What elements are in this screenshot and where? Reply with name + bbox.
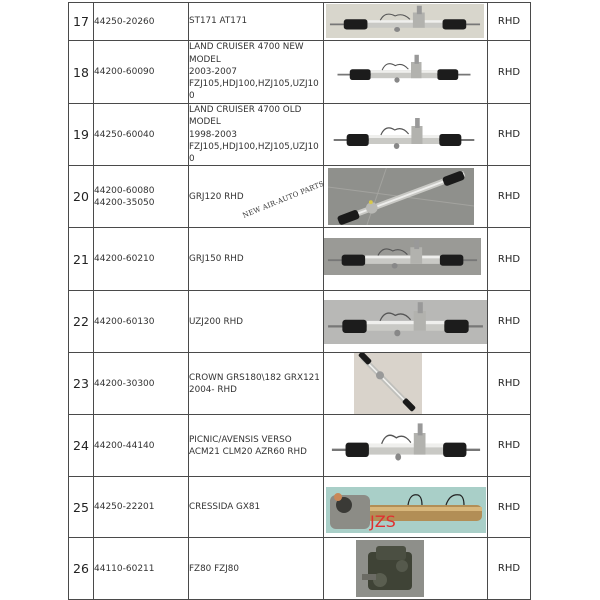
drive-side-label: RHD xyxy=(497,440,521,452)
description-cell xyxy=(189,3,324,41)
table-row xyxy=(69,415,531,477)
watermark-text: NEW AIR-AUTO PARTS xyxy=(241,179,326,220)
description-line: UZJ200 RHD xyxy=(189,316,243,327)
part-number-cell xyxy=(94,104,189,166)
description-line: PICNIC/AVENSIS VERSO xyxy=(189,434,292,445)
row-number-text: 24 xyxy=(73,438,89,454)
description-cell xyxy=(189,228,324,291)
svg-text:JZS: JZS xyxy=(370,512,396,532)
row-number-text: 18 xyxy=(73,64,89,80)
product-image-cell xyxy=(324,477,488,538)
part-number: 44200-30300 xyxy=(94,378,155,389)
steering-rack-photo xyxy=(326,487,486,533)
drive-side-label: RHD xyxy=(497,191,521,203)
description-line: MODEL xyxy=(189,54,221,65)
steering-rack-photo xyxy=(354,353,422,414)
part-number: 44110-60211 xyxy=(94,563,155,574)
drive-side-label: RHD xyxy=(497,66,521,78)
drive-side-label: RHD xyxy=(497,563,521,575)
part-number: 44200-35050 xyxy=(94,197,155,208)
description-cell xyxy=(189,291,324,353)
table-row xyxy=(69,3,531,41)
drive-side-cell xyxy=(488,415,531,477)
row-number xyxy=(69,538,94,600)
row-number xyxy=(69,353,94,415)
part-number-cell xyxy=(94,538,189,600)
part-number-cell xyxy=(94,166,189,228)
drive-side-cell xyxy=(488,538,531,600)
description-line: LAND CRUISER 4700 OLD xyxy=(189,105,302,115)
row-number xyxy=(69,41,94,104)
description-cell xyxy=(189,41,324,104)
product-image-cell xyxy=(324,353,488,415)
part-number: 44250-20260 xyxy=(94,16,155,27)
part-number-cell xyxy=(94,415,189,477)
part-number-cell xyxy=(94,477,189,538)
product-image-cell xyxy=(324,166,488,228)
row-number xyxy=(69,166,94,228)
description-line: 2003-2007 xyxy=(189,66,237,77)
description-line: 1998-2003 xyxy=(189,129,237,140)
table-row xyxy=(69,228,531,291)
part-number-cell xyxy=(94,3,189,41)
description-cell xyxy=(189,477,324,538)
part-number: 44200-60210 xyxy=(94,254,155,265)
description-line: MODEL xyxy=(189,117,221,128)
drive-side-label: RHD xyxy=(497,253,521,265)
part-number: 44200-60130 xyxy=(94,316,155,327)
description-line: FZJ105,HDJ100,HZJ105,UZJ10 xyxy=(189,79,319,90)
description-line: 2004- RHD xyxy=(189,384,237,395)
row-number xyxy=(69,291,94,353)
description-line: FZJ105,HDJ100,HZJ105,UZJ10 xyxy=(189,141,319,152)
row-number-text: 26 xyxy=(73,561,89,577)
description-line: LAND CRUISER 4700 NEW xyxy=(189,42,304,53)
description-line: GRJ150 RHD xyxy=(189,254,244,265)
drive-side-label: RHD xyxy=(497,129,521,141)
steering-rack-photo xyxy=(328,421,484,469)
row-number xyxy=(69,477,94,538)
description-line: GRJ120 RHD xyxy=(189,191,244,202)
row-number xyxy=(69,104,94,166)
table-row xyxy=(69,291,531,353)
drive-side-label: RHD xyxy=(497,501,521,513)
product-image-cell xyxy=(324,538,488,600)
part-number: 44250-22201 xyxy=(94,502,155,513)
steering-rack-photo xyxy=(334,53,474,89)
product-image-cell xyxy=(324,41,488,104)
row-number-text: 25 xyxy=(73,499,89,515)
drive-side-label: RHD xyxy=(497,16,521,27)
row-number-text: 20 xyxy=(73,189,89,205)
drive-side-cell xyxy=(488,291,531,353)
description-cell xyxy=(189,166,324,228)
table-row xyxy=(69,41,531,104)
description-line: ST171 AT171 xyxy=(189,16,248,27)
table-row xyxy=(69,477,531,538)
row-number-text: 19 xyxy=(73,127,89,143)
description-cell xyxy=(189,538,324,600)
description-cell xyxy=(189,353,324,415)
drive-side-cell xyxy=(488,353,531,415)
drive-side-cell xyxy=(488,228,531,291)
parts-table xyxy=(68,2,531,600)
row-number xyxy=(69,415,94,477)
product-image-cell xyxy=(324,228,488,291)
row-number xyxy=(69,3,94,41)
part-number-cell xyxy=(94,228,189,291)
table-row xyxy=(69,104,531,166)
description-line: ACM21 CLM20 AZR60 RHD xyxy=(189,446,307,457)
row-number-text: 23 xyxy=(73,376,89,392)
steering-rack-photo xyxy=(326,4,484,38)
row-number-text: 21 xyxy=(73,251,89,267)
drive-side-cell xyxy=(488,104,531,166)
drive-side-cell xyxy=(488,41,531,104)
description-line: 0 xyxy=(189,91,195,102)
description-line: CRESSIDA GX81 xyxy=(189,502,261,513)
row-number-text: 22 xyxy=(73,314,89,330)
description-line: CROWN GRS180\182 GRX121 xyxy=(189,372,320,383)
part-number-cell xyxy=(94,291,189,353)
steering-gear-box-photo xyxy=(356,540,424,597)
product-image-cell xyxy=(324,104,488,166)
table-row xyxy=(69,353,531,415)
description-line: FZ80 FZJ80 xyxy=(189,563,239,574)
steering-rack-photo xyxy=(324,300,487,344)
drive-side-cell xyxy=(488,166,531,228)
part-number: 44200-60080 xyxy=(94,185,155,196)
steering-rack-photo xyxy=(324,238,481,275)
part-number: 44200-44140 xyxy=(94,440,155,451)
steering-rack-photo xyxy=(328,168,474,225)
part-number-cell xyxy=(94,41,189,104)
part-number: 44200-60090 xyxy=(94,67,155,77)
table-row xyxy=(69,538,531,600)
drive-side-cell xyxy=(488,477,531,538)
description-cell xyxy=(189,104,324,166)
drive-side-label: RHD xyxy=(497,316,521,328)
description-cell xyxy=(189,415,324,477)
product-image-cell xyxy=(324,291,488,353)
part-number: 44250-60040 xyxy=(94,129,155,140)
drive-side-cell xyxy=(488,3,531,41)
part-number-cell xyxy=(94,353,189,415)
row-number xyxy=(69,228,94,291)
row-number-text: 17 xyxy=(73,14,89,29)
steering-rack-photo xyxy=(330,116,478,156)
drive-side-label: RHD xyxy=(497,378,521,390)
product-image-cell xyxy=(324,3,488,41)
description-line: 0 xyxy=(189,154,195,165)
product-image-cell xyxy=(324,415,488,477)
